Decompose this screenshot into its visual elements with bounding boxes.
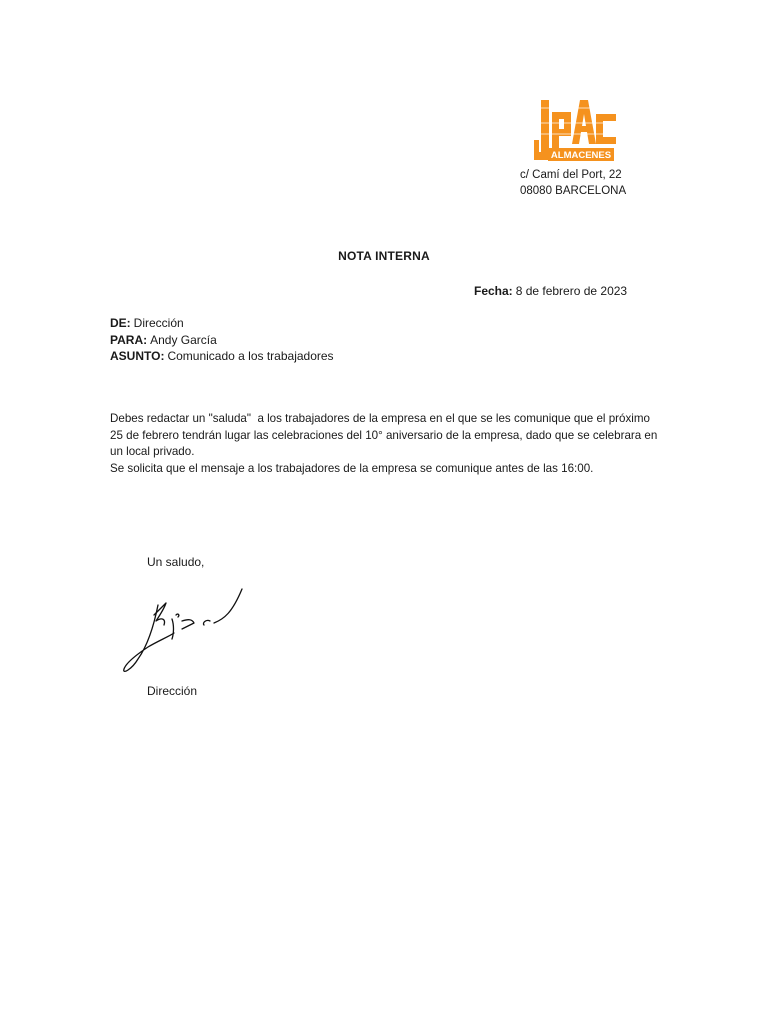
closing-line: Un saludo, — [147, 555, 205, 569]
date-value: 8 de febrero de 2023 — [515, 284, 628, 298]
to-row — [110, 332, 334, 349]
jpac-logo — [534, 96, 618, 168]
subject-label: ASUNTO: — [110, 349, 165, 363]
body-paragraph-1: Debes redactar un "saluda" a los trabajadores de la empresa en el que se les comunique que el próximo 25 de febrero tendrán lugar las celebraciones del 10° aniversario de la empresa, dado que se celebrara en un local privado. — [110, 412, 661, 458]
logo-subtext: ALMACENES — [550, 150, 612, 161]
memo-header — [110, 315, 334, 365]
handwritten-signature — [118, 585, 248, 677]
from-label: DE: — [110, 316, 131, 330]
from-value: Dirección — [133, 316, 184, 330]
body-paragraph-2: Se solicita que el mensaje a los trabajadores de la empresa se comunique antes de las 16:00. — [110, 461, 594, 475]
from-row — [110, 315, 334, 332]
to-label: PARA: — [110, 332, 148, 347]
to-value: Andy García — [150, 332, 217, 347]
address-line-1: c/ Camí del Port, 22 — [520, 169, 622, 181]
subject-value: Comunicado a los trabajadores — [167, 349, 334, 363]
date-line — [474, 284, 627, 298]
sender-address — [520, 167, 626, 199]
subject-row — [110, 348, 334, 365]
memo-body — [110, 411, 660, 477]
signer-name: Dirección — [147, 684, 198, 698]
date-label: Fecha: — [474, 284, 513, 298]
address-line-2: 08080 BARCELONA — [520, 185, 627, 197]
document-title: NOTA INTERNA — [338, 249, 430, 263]
